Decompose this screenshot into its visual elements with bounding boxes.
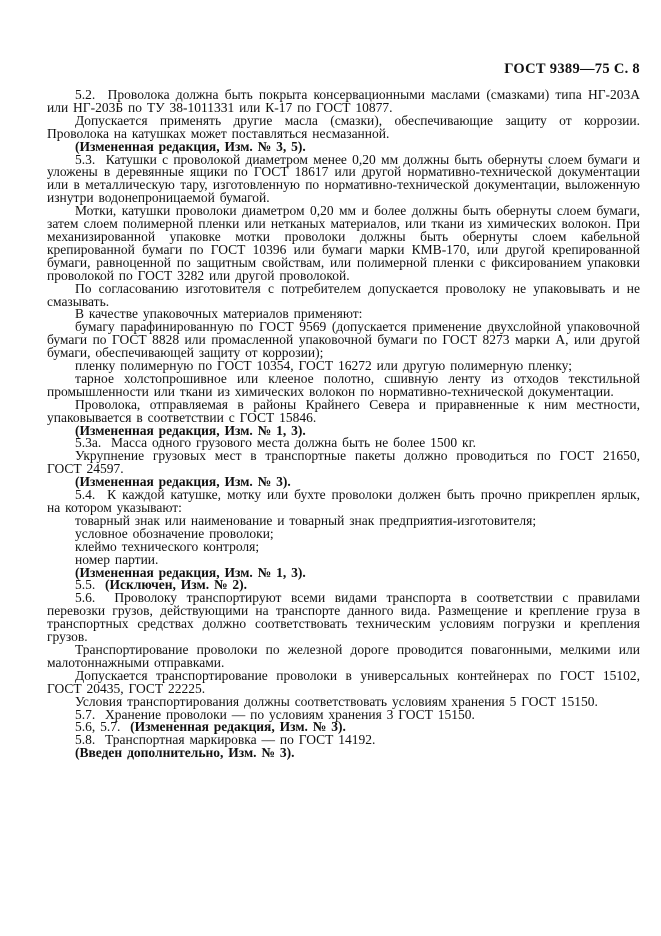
paragraph — [47, 667, 640, 696]
paragraph-run: Мотки, катушки проволоки диаметром 0,20 мм и более должны быть обернуты слоем бумаги, затем слоем полимерной пленки или нетканых материалов, или ткани из химических волокон. При механизированной упаковке мотки проволоки должны быть обернуты слоем кабельной крепированной бумаги по ГОСТ 10396 или бумаги марки КМВ-170, или другой крепированной бумаги, равноценной по защитным свойствам, или полимерной пленки с фиксированием упаковки проволокой по ГОСТ 3282 или другой проволокой. — [47, 203, 640, 283]
paragraph-run: 5.4. К каждой катушке, мотку или бухте проволоки должен быть прочно прикреплен ярлык, на котором указывают: — [47, 487, 640, 515]
paragraph-run-bold: (Измененная редакция, Изм. № 1, 3). — [75, 422, 306, 438]
document-body — [47, 89, 640, 760]
paragraph-run: Укрупнение грузовых мест в транспортные пакеты должно проводиться по ГОСТ 21650, ГОСТ 24597. — [47, 448, 640, 477]
paragraph-run: условное обозначение проволоки; — [75, 525, 274, 541]
paragraph-run: 5.6, 5.7. — [75, 719, 131, 735]
paragraph — [47, 112, 640, 141]
paragraph-run: 5.7. Хранение проволоки — по условиям хранения 3 ГОСТ 15150. — [75, 706, 475, 722]
paragraph — [47, 592, 640, 644]
paragraph-run: По согласованию изготовителя с потребителем допускается проволоку не упаковывать и не смазывать. — [47, 280, 640, 309]
paragraph-run: бумагу парафинированную по ГОСТ 9569 (допускается применение двухслойной упаковочной бумаги по ГОСТ 8828 или промасленной упаковочной бумаги по ГОСТ 8273 марки А, или другой бумаги, обеспечивающей защиту от коррозии); — [47, 319, 640, 361]
paragraph — [47, 151, 640, 206]
paragraph-run: 5.3. Катушки с проволокой диаметром менее 0,20 мм должны быть обернуты слоем бумаги и уложены в деревянные ящики по ГОСТ 18617 или другой нормативно-технической документации или в металлическую тару, изготовленную по нормативно-технической документации, выложенную изнутри водонепроницаемой бумагой. — [47, 151, 640, 206]
paragraph-run-bold: (Измененная редакция, Изм. № 1, 3). — [75, 564, 306, 580]
paragraph — [47, 205, 640, 282]
paragraph-run: 5.5. — [75, 577, 105, 593]
paragraph-run-bold: (Введен дополнительно, Изм. № 3). — [75, 745, 295, 761]
paragraph-run-bold: (Измененная редакция, Изм. № 3). — [75, 474, 291, 490]
paragraph — [47, 321, 640, 360]
paragraph-run: номер партии. — [75, 551, 159, 567]
paragraph-run: Допускается транспортирование проволоки в универсальных контейнерах по ГОСТ 15102, ГОСТ 20435, ГОСТ 22225. — [47, 667, 640, 696]
paragraph — [47, 396, 640, 425]
paragraph-run: В качестве упаковочных материалов применяют: — [75, 306, 363, 322]
paragraph — [47, 370, 640, 399]
paragraph-run: 5.2. Проволока должна быть покрыта консервационными маслами (смазками) типа НГ-203А или НГ-203Б по ТУ 38-1011331 или К-17 по ГОСТ 10877. — [47, 87, 640, 115]
paragraph-run: пленку полимерную по ГОСТ 10354, ГОСТ 16272 или другую полимерную пленку; — [75, 358, 572, 374]
paragraph-run: Допускается применять другие масла (смазки), обеспечивающие защиту от коррозии. Проволока на катушках может поставляться несмазанной. — [47, 112, 640, 141]
paragraph-run: клеймо технического контроля; — [75, 538, 260, 554]
paragraph-run: Проволока, отправляемая в районы Крайнего Севера и приравненные к ним местности, упаковывается в соответствии с ГОСТ 15846. — [47, 396, 640, 425]
paragraph-run: 5.3а. Масса одного грузового места должна быть не более 1500 кг. — [75, 435, 476, 451]
paragraph — [47, 747, 640, 760]
paragraph-run: тарное холстопрошивное или клееное полотно, сшивную ленту из отходов текстильной промышленности или ткани из химических волокон по нормативно-технической документации. — [47, 370, 640, 399]
paragraph — [47, 489, 640, 515]
paragraph — [47, 450, 640, 476]
paragraph — [47, 641, 640, 670]
paragraph — [47, 280, 640, 309]
paragraph — [47, 89, 640, 115]
paragraph-run: 5.6. Проволоку транспортируют всеми видами транспорта в соответствии с правилами перевозки грузов, действующими на транспорте данного вида. Размещение и крепление груза в транспортных средствах должно соответствовать техническим условиям погрузки и крепления грузов. — [47, 590, 640, 645]
paragraph-run: товарный знак или наименование и товарный знак предприятия-изготовителя; — [75, 512, 537, 528]
paragraph-run-bold: (Исключен, Изм. № 2). — [105, 577, 248, 593]
paragraph-run: Условия транспортирования должны соответствовать условиям хранения 5 ГОСТ 15150. — [75, 693, 598, 709]
paragraph-run-bold: (Измененная редакция, Изм. № 3, 5). — [75, 138, 306, 154]
page-header-standard-number: ГОСТ 9389—75 С. 8 — [504, 61, 640, 77]
paragraph-run-bold: (Измененная редакция, Изм. № 3). — [130, 719, 346, 735]
paragraph-run: Транспортирование проволоки по железной дороге проводится повагонными, мелкими или малотоннажными отправками. — [47, 641, 640, 670]
paragraph-run: 5.8. Транспортная маркировка — по ГОСТ 14192. — [75, 732, 376, 748]
